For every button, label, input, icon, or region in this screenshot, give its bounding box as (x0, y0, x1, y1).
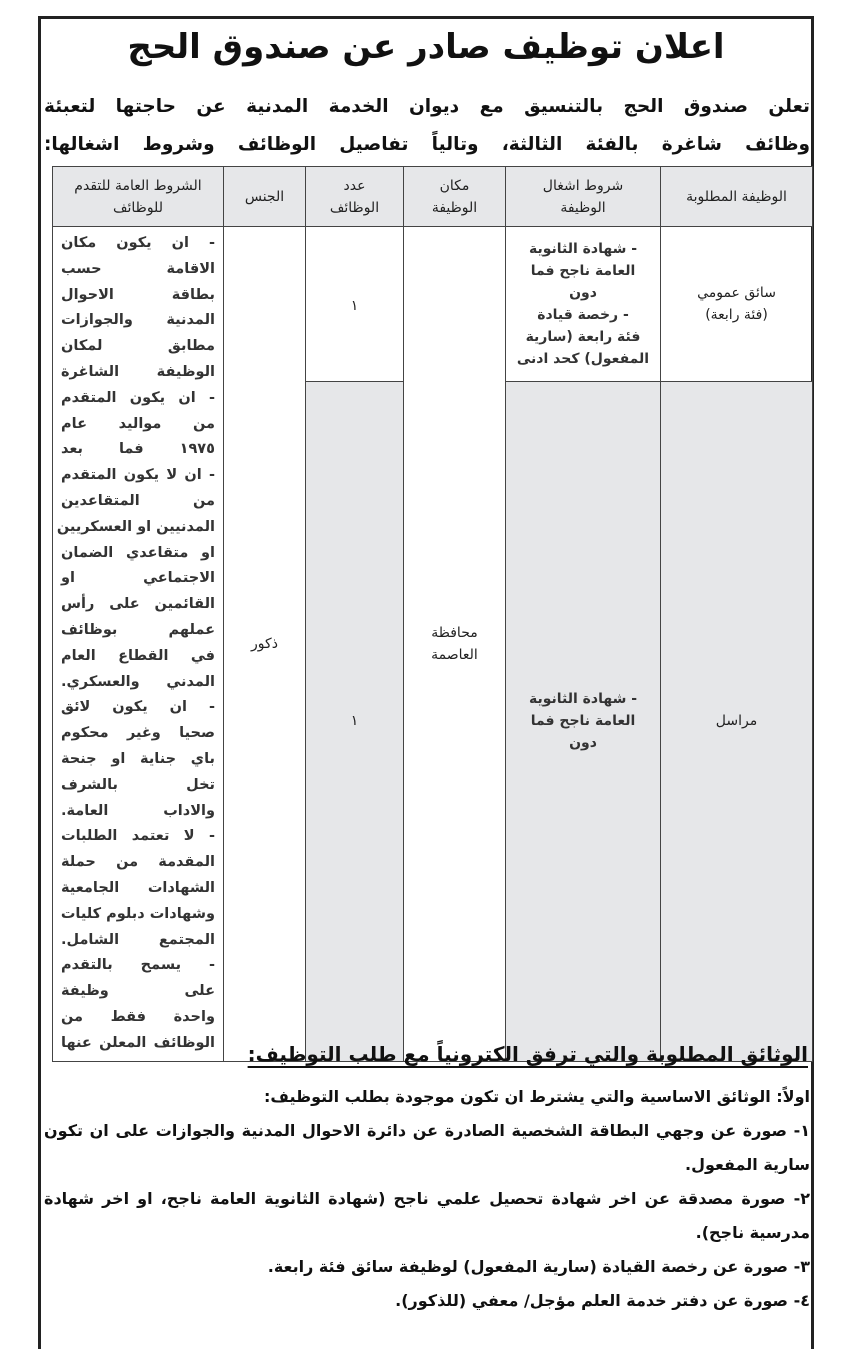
header-gender: الجنس (224, 167, 306, 227)
general-line: من مواليد عام (61, 415, 215, 432)
condition-line: - شهادة الثانوية (528, 241, 638, 257)
document-item: ٣- صورة عن رخصة القيادة (سارية المفعول) لوظيفة سائق فئة رابعة. (267, 1257, 810, 1276)
general-line: واحدة فقط من (61, 1008, 215, 1025)
general-line: - ان يكون المتقدم (61, 389, 215, 406)
general-line: - ان لا يكون المتقدم (61, 467, 215, 484)
documents-subtitle: اولاً: الوثائق الاساسية والتي يشترط ان تكون موجودة بطلب التوظيف: (264, 1087, 810, 1106)
general-line: او متقاعدي الضمان (61, 544, 215, 561)
condition-line: المفعول) كحد ادنى (516, 351, 650, 367)
job-title: مراسل (715, 713, 758, 730)
count-cell: ١ (306, 382, 404, 1062)
general-line: في القطاع العام (61, 647, 215, 664)
condition-line: - شهادة الثانوية (528, 691, 638, 708)
job-title: سائق عمومي (697, 285, 776, 301)
header-job: الوظيفة المطلوبة (661, 167, 813, 227)
location-line: محافظة (431, 624, 478, 641)
count-cell: ١ (306, 227, 404, 382)
page-title: اعلان توظيف صادر عن صندوق الحج (127, 27, 725, 67)
job-category: (فئة رابعة) (705, 307, 768, 323)
condition-line: - رخصة قيادة (537, 307, 629, 323)
table-header-row (53, 167, 813, 227)
general-line: المجتمع الشامل. (61, 931, 215, 948)
general-line: بطاقة الاحوال (61, 286, 215, 303)
general-line: من المتقاعدين (61, 492, 215, 509)
general-line: الوظيفة الشاغرة (61, 363, 215, 380)
table-row (53, 227, 813, 382)
documents-title: الوثائق المطلوبة والتي ترفق الكترونياً مع طلب التوظيف: (247, 1042, 808, 1066)
general-line: تخل بالشرف (61, 776, 215, 793)
job-cell (661, 227, 813, 382)
required-documents-section (44, 1036, 810, 1318)
location-cell (404, 227, 506, 1062)
document-item: ١- صورة عن وجهي البطاقة الشخصية الصادرة عن دائرة الاحوال المدنية والجوازات على ان تكون سارية المفعول. (44, 1121, 810, 1174)
condition-line: فئة رابعة (سارية (525, 329, 641, 345)
location-line: العاصمة (431, 646, 478, 663)
conditions-cell (506, 382, 661, 1062)
general-line: على وظيفة (61, 983, 215, 1000)
condition-line: العامة ناجح فما (530, 263, 636, 279)
general-line: ١٩٧٥ فما بعد (61, 441, 215, 458)
header-conditions: شروط اشغال الوظيفة (506, 167, 661, 227)
general-line: عملهم بوظائف (61, 621, 215, 638)
jobs-table (52, 166, 813, 1062)
document-item: ٤- صورة عن دفتر خدمة العلم مؤجل/ معفي (للذكور). (395, 1291, 810, 1310)
general-line: - يسمح بالتقدم (61, 957, 215, 974)
intro-line: تعلن صندوق الحج بالتنسيق مع ديوان الخدمة المدنية عن حاجتها لتعبئة (44, 96, 810, 117)
general-line: الاقامة حسب (61, 260, 215, 277)
general-conditions-cell (53, 227, 224, 1062)
general-line: - ان يكون مكان (61, 235, 215, 251)
general-line: المدنية والجوازات (61, 312, 215, 329)
conditions-cell (506, 227, 661, 382)
general-line: القائمين على رأس (61, 596, 215, 613)
general-line: باي جناية او جنحة (61, 750, 215, 767)
general-line: والاداب العامة. (61, 802, 215, 819)
gender-cell: ذكور (224, 227, 306, 1062)
general-line: الوظائف المعلن عنها (61, 1034, 215, 1051)
condition-line: العامة ناجح فما (530, 713, 636, 730)
header-location: مكان الوظيفة (404, 167, 506, 227)
general-line: مطابق لمكان (61, 338, 215, 355)
general-line: صحيا وغير محكوم (61, 725, 215, 742)
general-line: وشهادات دبلوم كليات (60, 905, 215, 922)
intro-paragraph (44, 88, 810, 164)
general-line: - ان يكون لائق (61, 699, 215, 716)
general-line: الاجتماعي او (61, 570, 215, 587)
condition-line: دون (569, 285, 597, 301)
intro-line: وظائف شاغرة بالفئة الثالثة، وتالياً تفاصيل الوظائف وشروط اشغالها: (44, 134, 810, 155)
general-line: المقدمة من حملة (61, 854, 215, 871)
header-general: الشروط العامة للتقدم للوظائف (53, 167, 224, 227)
document-item: ٢- صورة مصدقة عن اخر شهادة تحصيل علمي ناجح (شهادة الثانوية العامة ناجح، او اخر شهادة مدرسية ناجح). (44, 1189, 810, 1242)
general-line: المدني والعسكري. (61, 673, 215, 690)
header-count: عدد الوظائف (306, 167, 404, 227)
general-line: - لا تعتمد الطلبات (61, 828, 215, 845)
general-line: الشهادات الجامعية (61, 879, 215, 896)
general-line: المدنيين او العسكريين (56, 518, 215, 535)
condition-line: دون (569, 735, 597, 752)
job-cell (661, 382, 813, 1062)
